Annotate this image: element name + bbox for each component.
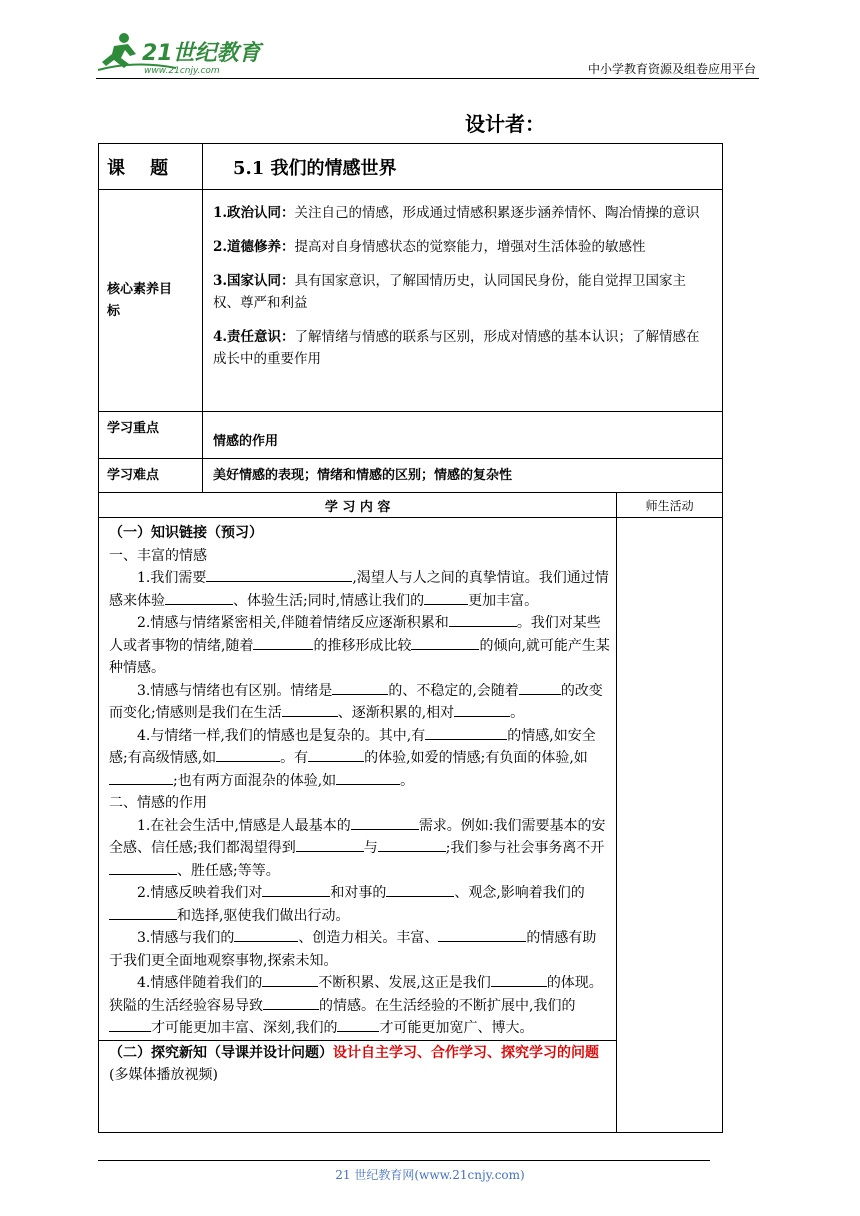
activity-header-cell [617,493,723,518]
designer-label: 设计者： [465,112,545,136]
footer-text: 21 世纪教育网(www.21cnjy.com) [335,1168,525,1182]
blank [216,747,280,762]
blank [425,725,507,740]
platform-name: 中小学教育资源及组卷应用平台 [587,62,756,76]
topic-label-cell [99,144,203,190]
blank [449,612,517,627]
goals-cell [202,190,722,412]
svg-text:www.21cnjy.com: www.21cnjy.com [144,66,220,76]
blank [165,590,233,605]
topic-value-cell [202,144,722,190]
difficult-value: 美好情感的表现；情绪和情感的区别；情感的复杂性 [212,468,512,483]
section1-title: （一）知识链接（预习） [109,525,263,541]
video-note: (多媒体播放视频) [109,1066,218,1083]
goal-item: 2.道德修养：提高对自身情感状态的觉察能力，增强对生活体验的敏感性 [212,239,646,255]
paragraph-3: 3.情感与情绪也有区别。情绪是 的、不稳定的,会随着 的改变而变化;情感则是我们在生活 、逐渐积累的,相对 。 [109,680,610,725]
blank [109,905,177,920]
blank [336,770,400,785]
blank [109,770,173,785]
blank [234,927,298,942]
svg-text:21世纪教育: 21世纪教育 [142,41,261,66]
explore-cell [99,1040,617,1132]
goals-label: 核心素养目标 [107,281,173,319]
blank [308,747,364,762]
blank [206,567,352,582]
blank [253,635,313,650]
blank [263,995,319,1010]
blank [332,680,388,695]
blank [491,972,547,987]
blank [296,837,364,852]
blank [386,882,454,897]
blank [454,702,510,717]
paragraph-6: 2.情感反映着我们对 和对事的 、观念,影响着我们的和选择,驱使我们做出行动。 [109,882,610,927]
blank [351,815,419,830]
section2-title: （二）探究新知（导课并设计问题）设计自主学习、合作学习、探究学习的问题 [109,1044,599,1061]
header-divider [96,78,759,79]
difficult-label: 学习难点 [107,468,160,483]
key-label: 学习重点 [107,421,160,436]
paragraph-1: 1.我们需要 ,渴望人与人之间的真挚情谊。我们通过情感来体验 、体验生活;同时,情感让我们的 更加丰富。 [109,567,610,612]
paragraph-7: 3.情感与我们的 、创造力相关。丰富、 的情感有助于我们更全面地观察事物,探索未知。 [109,927,610,972]
site-logo [96,30,266,76]
paragraph-5: 1.在社会生活中,情感是人最基本的 需求。例如:我们需要基本的安全感、信任感;我们都渴望得到 与 ;我们参与社会事务离不开、胜任感;等等。 [109,815,610,883]
blank [438,927,526,942]
blank [282,702,338,717]
blank [262,882,330,897]
knowledge-link-cell [99,518,617,1041]
difficult-value-cell [202,459,722,493]
goal-item: 4.责任意识：了解情绪与情感的联系与区别，形成对情感的基本认识；了解情感在成长中的重要作用 [212,329,700,367]
blank [109,1017,151,1032]
activity-cell [617,518,723,1133]
difficult-label-cell [99,459,203,493]
part1-title: 一、丰富的情感 [109,547,207,564]
paragraph-4: 4.与情绪一样,我们的情感也是复杂的。其中,有 的情感,如安全感;有高级情感,如 。有 的体验,如爱的情感;有负面的体验,如;也有两方面混杂的体验,如 。 [109,725,610,793]
footer-divider [98,1160,710,1161]
blank [378,837,446,852]
key-value-cell [202,412,722,459]
topic-value: 5.1 我们的情感世界 [232,157,397,179]
lesson-plan-table [98,143,723,1133]
topic-label: 课 题 [107,157,169,179]
paragraph-8: 4.情感伴随着我们的 不断积累、发展,这正是我们 的体现。狭隘的生活经验容易导致 的情感。在生活经验的不断扩展中,我们的才可能更加丰富、深刻,我们的 才可能更加宽广、博大。 [109,972,610,1040]
key-value: 情感的作用 [212,434,278,449]
blank [424,590,468,605]
blank [337,1017,379,1032]
content-header: 学 习 内 容 [324,499,391,515]
blank [519,680,561,695]
blank [262,972,318,987]
blank [411,635,479,650]
part2-title: 二、情感的作用 [109,795,207,811]
goal-item: 3.国家认同：具有国家意识，了解国情历史，认同国民身份，能自觉捍卫国家主权、尊严和利益 [212,273,687,311]
content-header-cell [99,493,617,518]
key-label-cell [99,412,203,459]
paragraph-2: 2.情感与情绪紧密相关,伴随着情绪反应逐渐积累和 。我们对某些人或者事物的情绪,随着 的推移形成比较 的倾向,就可能产生某种情感。 [109,612,610,680]
blank [109,860,177,875]
goals-label-cell [99,190,203,412]
goal-item: 1.政治认同：关注自己的情感，形成通过情感积累逐步涵养情怀、陶冶情操的意识 [212,205,700,221]
activity-header: 师生活动 [645,498,694,513]
